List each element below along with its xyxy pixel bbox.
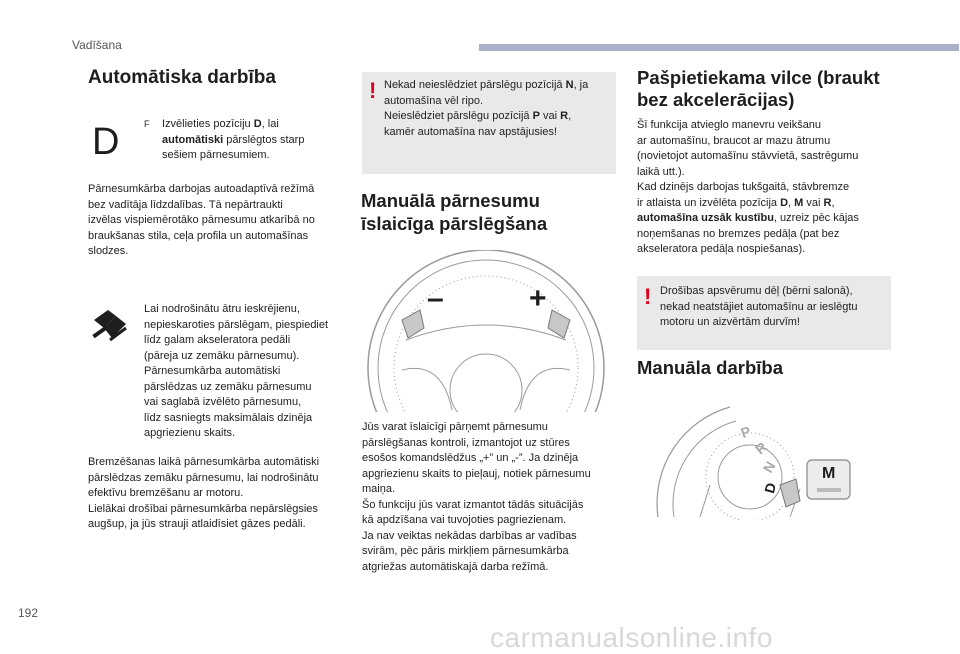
warning-icon: ! xyxy=(369,78,377,103)
header-section-title: Vadīšana xyxy=(72,38,122,52)
neutral-warning-box xyxy=(362,72,616,174)
auto-adaptive-paragraph: Pārnesumkārba darbojas autoadaptīvā režīmā bez vadītāja līdzdalības. Tā nepārtraukti izvēlas vispiemērotāko pārnesumu atkarībā no braukšanas stila, ceļa profila un automašīnas slodzes. xyxy=(88,183,315,257)
selector-p-label: P xyxy=(738,422,753,442)
manual-override-title: Manuālā pārnesumu īslaicīga pārslēgšana xyxy=(361,190,548,234)
paddle-plus-label: + xyxy=(529,282,547,315)
d-position-text: Izvēlieties pozīciju D, lai automātiski pārslēgtos starp sešiem pārnesumiem. xyxy=(162,118,305,161)
gear-d-symbol: D xyxy=(92,121,120,163)
neutral-warning-text: Nekad neieslēdziet pārslēgu pozīcijā N, ja automašīna vēl ripo. Neieslēdziet pārslēgu pozīcijā P vai R, kamēr automašīna nav apstājusies! xyxy=(384,79,589,138)
foot-pedal-icon xyxy=(90,306,130,344)
automatic-operation-title: Automātiska darbība xyxy=(88,67,276,88)
header-bar xyxy=(479,44,959,51)
selector-r-label: R xyxy=(752,438,771,458)
paddle-minus-label: – xyxy=(427,282,444,315)
kickdown-text: Lai nodrošinātu ātru ieskrējienu, nepieskaroties pārslēgam, piespiediet līdz galam akseleratora pedāli (pāreja uz zemāku pārnesumu). Pārnesumkārba automātiski pārslēdzas uz zemāku pārnesumu vai saglabā izvēlēto pārnesumu, līdz sasniegts maksimālais dzinēja apgriezienu skaits. xyxy=(144,303,329,439)
watermark: carmanualsonline.info xyxy=(490,622,773,653)
selector-n-label: N xyxy=(759,458,779,476)
safety-warning-text: Drošības apsvērumu dēļ (bērni salonā), nekad neatstājiet automašīnu ar ieslēgtu motoru un aizvērtām durvīm! xyxy=(660,285,858,328)
gear-selector-illustration xyxy=(640,405,880,520)
creep-function-title: Pašpietiekama vilce (braukt bez akcelerācijas) xyxy=(637,67,880,110)
manual-override-paragraph: Jūs varat īslaicīgi pārņemt pārnesumu pārslēgšanas kontroli, izmantojot uz stūres esošos komandslēdžus „+” un „-”. Ja dzinēja apgriezienu skaits to pieļauj, notiek pārnesumu maiņa. Šo funkciju jūs varat izmantot tādās situācijās kā apdzīšana vai tuvojoties pagriezienam. Ja nav veiktas nekādas darbības ar vadības svirām, pēc pāris mirkļiem pārnesumkārba atgriežas automātiskajā darba režīmā. xyxy=(362,421,591,573)
m-button-label: M xyxy=(822,465,836,482)
creep-function-paragraph: Šī funkcija atvieglo manevru veikšanu ar automašīnu, braucot ar mazu ātrumu (novietojot automašīnu stāvvietā, sastrēgumu laikā utt.). Kad dzinējs darbojas tukšgaitā, stāvbremze ir atlaista un izvēlēta pozīcija D, M vai R, automašīna uzsāk kustību, uzreiz pēc kājas noņemšanas no bremzes pedāļa (pat bez akseleratora pedāļa nospiešanas). xyxy=(637,119,859,255)
d-bullet: F xyxy=(144,119,150,129)
warning-icon: ! xyxy=(644,284,652,309)
braking-paragraph: Bremzēšanas laikā pārnesumkārba automātiski pārslēdzas zemāku pārnesumu, lai nodrošinātu efektīvu bremzēšanu ar motoru. Lielākai drošībai pārnesumkārba nepārslēgsies augšup, ja jūs strauji atlaidīsiet gāzes pedāli. xyxy=(88,456,320,530)
page-number: 192 xyxy=(18,606,39,620)
safety-warning-box xyxy=(637,276,891,350)
selector-d-label: D xyxy=(761,481,780,495)
manual-operation-title: Manuāla darbība xyxy=(637,357,783,378)
steering-wheel-illustration xyxy=(362,250,610,412)
